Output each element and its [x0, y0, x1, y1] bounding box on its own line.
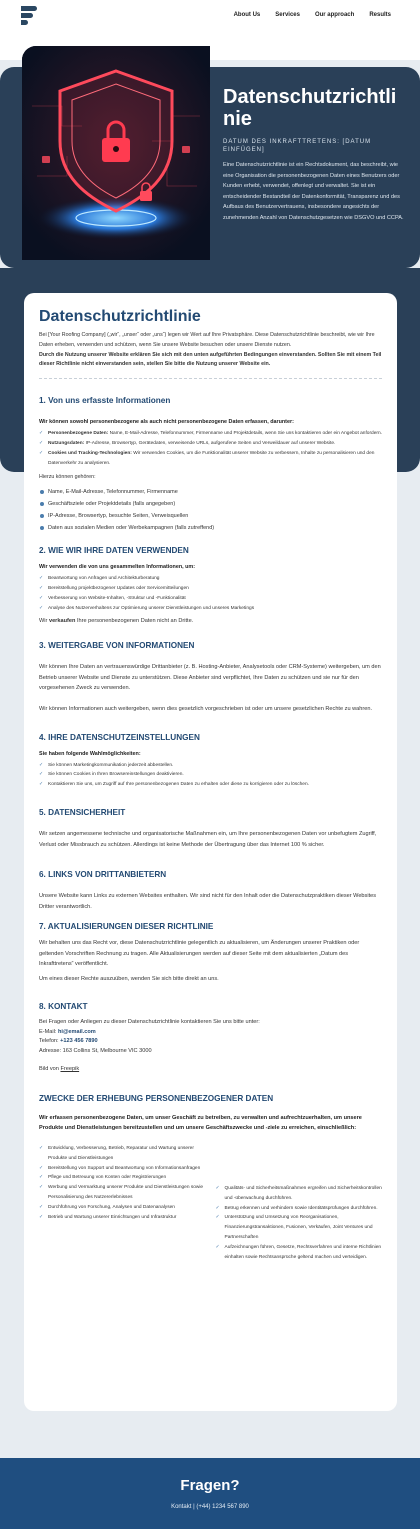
list-item: ✓ Durchführung von Forschung, Analysen und Datenanalysen [39, 1203, 206, 1213]
list-item: ✓ Werbung und Vermarktung unserer Produkte und Dienstleistungen sowie Personalisierung des Nutzererlebnisses [39, 1183, 206, 1203]
list-item: ✓ Bereitstellung von Support und Beantwortung von Informationsanfragen [39, 1164, 206, 1174]
section-1-list [39, 429, 382, 468]
nav-services[interactable]: Services [275, 12, 300, 18]
shield-lock-illustration [22, 46, 210, 260]
section-9-title: ZWECKE DER ERHEBUNG PERSONENBEZOGENER DATEN [39, 1093, 274, 1103]
list-item: ✓ Sie können Marketingkommunikation jederzeit abbestellen. [39, 761, 382, 771]
contact-email: E-Mail: hi@email.com [39, 1028, 96, 1035]
list-item: ✓ Personenbezogene Daten: Name, E-Mail-Adresse, Telefonnummer, Firmenname und Projektdetails, wenn Sie uns kontaktieren oder ein Angebot anfordern. [39, 429, 382, 439]
hero-image [22, 46, 210, 260]
section-4-list [39, 761, 382, 790]
email-link[interactable]: hi@email.com [57, 1028, 96, 1035]
list-item: ✓ Unterstützung und Umsetzung von Reorganisationen, Finanzierungstransaktionen, Fusionen, Verkäufen, Joint Ventures und Partnerschaften [216, 1213, 383, 1242]
hero-title: Datenschutzrichtlinie [223, 86, 397, 130]
footer-contact[interactable]: Kontakt | (+44) 1234 567 890 [171, 1504, 249, 1510]
intro-bold-text: Durch die Nutzung unserer Website erklären Sie sich mit den unten aufgeführten Bedingungen einverstanden. Sollten Sie mit einem Teil dieser Richtlinie nicht einverstanden sein, stellen Sie bitte die Nutzung unserer Website ein. [39, 351, 382, 368]
list-item: ✓ Kontaktieren Sie uns, um Zugriff auf Ihre personenbezogenen Daten zu erhalten oder diese zu korrigieren oder zu löschen. [39, 780, 382, 790]
section-7-title: 7. AKTUALISIERUNGEN DIESER RICHTLINIE [39, 922, 214, 932]
section-6-text: Unsere Website kann Links zu externen Websites enthalten. Wir sind nicht für den Inhalt oder die Datenschutzpraktiken dieser Websites Dritter verantwortlich. [39, 893, 377, 910]
purpose-list-left [39, 1144, 206, 1262]
list-item: ✓ Betrieb und Wartung unserer Einrichtungen und Infrastruktur [39, 1213, 206, 1223]
section-1-data-list [39, 486, 382, 534]
section-3-title: 3. WEITERGABE VON INFORMATIONEN [39, 641, 195, 651]
section-5-text: Wir setzen angemessene technische und organisatorische Maßnahmen ein, um Ihre personenbezogenen Daten vor unbefugtem Zugriff, Verlust oder Missbrauch zu schützen. Allerdings ist keine Methode der Übertragung über das Internet 100 % sicher. [39, 830, 377, 848]
section-8-text: Bei Fragen oder Anliegen zu dieser Datenschutzrichtlinie kontaktieren Sie uns bitte unter: [39, 1018, 260, 1025]
nav-our-approach[interactable]: Our approach [314, 12, 355, 18]
nav-about-us[interactable]: About Us [233, 12, 261, 18]
section-9-sub: Wir erfassen personenbezogene Daten, um unser Geschäft zu betreiben, zu verwalten und aufrechtzuerhalten, um unsere Produkte und Dienstleistungen bereitzustellen und um unsere Geschäftszwecke und -ziele zu erreichen, einschließlich: [39, 1114, 362, 1132]
section-1-hint: Hierzu können gehören: [39, 474, 96, 481]
policy-title: Datenschutzrichtlinie [39, 308, 201, 325]
section-2-list [39, 574, 382, 613]
hero-description: Eine Datenschutzrichtlinie ist ein Rechtsdokument, das beschreibt, wie eine Organisation die personenbezogenen Daten eines Benutzers oder Kunden erhebt, verwendet, offenlegt und verwaltet. Sie ist ein entscheidender Bestandteil der Datenkonformität, Transparenz und des Aufbaus des Benutzervertrauens, insbesondere angesichts der zunehmenden Anzahl von Datenschutzgesetzen wie DSGVO und CCPA. [223, 162, 404, 221]
list-item: ✓ Sie können Cookies in Ihren Browsereinstellungen deaktivieren. [39, 770, 382, 780]
section-9-columns [39, 1144, 382, 1262]
section-2-sub: Wir verwenden die von uns gesammelten Informationen, um: [39, 564, 196, 571]
list-item: ✓ Pflege und Betreuung von Konten oder Registrierungen [39, 1173, 206, 1183]
list-item: ✓ Cookies und Tracking-Technologien: Wir verwenden Cookies, um die Funktionalität unserer Website zu verbessern, Inhalte zu personalisieren und den Datenverkehr zu analysieren. [39, 449, 382, 469]
section-8-title: 8. KONTAKT [39, 1001, 88, 1011]
section-6-title: 6. LINKS VON DRITTANBIETERN [39, 870, 167, 880]
list-item: IP-Adresse, Browsertyp, besuchte Seiten, Verweisquellen [39, 510, 382, 522]
freepik-link[interactable]: Freepik [60, 1066, 80, 1073]
purpose-list-right [216, 1184, 383, 1262]
list-item: ✓ Aufzeichnungen führen, Gesetze, Rechtsverfahren und interne Richtlinien einhalten sowie Rechtsansprüche geltend machen und verteidigen. [216, 1243, 383, 1263]
section-4-sub: Sie haben folgende Wahlmöglichkeiten: [39, 750, 141, 757]
main-nav [219, 12, 391, 18]
divider [39, 378, 382, 379]
footer [0, 1458, 420, 1529]
list-item: ✓ Entwicklung, Verbesserung, Betrieb, Reparatur und Wartung unserer Produkte und Dienstleistungen [39, 1144, 206, 1164]
contact-phone: Telefon: +123 456 7890 [39, 1038, 98, 1045]
list-item: ✓ Betrug erkennen und verhindern sowie Identitätsprüfungen durchführen. [216, 1204, 383, 1214]
section-2-title: 2. WIE WIR IHRE DATEN VERWENDEN [39, 546, 189, 556]
list-item: ✓ Analyse des Nutzerverhaltens zur Optimierung unserer Dienstleistungen und unseres Marketings [39, 604, 382, 614]
list-item: ✓ Nutzungsdaten: IP-Adresse, Browsertyp, Gerätedaten, verweisende URLs, aufgerufene Seiten und Verweildauer auf unserer Website. [39, 439, 382, 449]
intro-text: Bei [Your Roofing Company] („wir“, „unser“ oder „uns“) legen wir Wert auf Ihre Privatsphäre. Diese Datenschutzrichtlinie beschreibt, wie wir Ihre Daten erheben, verwenden und schützen, wenn Sie unsere Website besuchen oder unsere Dienste nutzen. [39, 332, 375, 348]
section-5-title: 5. DATENSICHERHEIT [39, 807, 126, 817]
footer-title: Fragen? [180, 1477, 240, 1494]
section-3-text-2: Wir können Informationen auch weitergeben, wenn dies gesetzlich vorgeschrieben ist oder um unsere gesetzlichen Rechte zu wahren. [39, 705, 373, 712]
section-7-text: Wir behalten uns das Recht vor, diese Datenschutzrichtlinie gelegentlich zu aktualisieren, um Änderungen unserer Praktiken oder geltenden Vorschriften Rechnung zu tragen. Alle Aktualisierungen werden auf dieser Seite mit dem aktualisierten „Datum des Inkrafttretens“ veröffentlicht. [39, 940, 360, 968]
list-item: ✓ Qualitäts- und Sicherheitsmaßnahmen ergreifen und Sicherheitskontrollen und -überwachung durchführen. [216, 1184, 383, 1204]
list-item: ✓ Bereitstellung projektbezogener Updates oder Servicemitteilungen [39, 584, 382, 594]
list-item: Geschäftsziele oder Projektdetails (falls angegeben) [39, 498, 382, 510]
section-1-title: 1. Von uns erfasste Informationen [39, 396, 171, 406]
list-item: ✓ Beantwortung von Anfragen und Architekturberatung [39, 574, 382, 584]
effective-date: DATUM DES INKRAFTTRETENS: [DATUM EINFÜGEN] [223, 139, 372, 153]
hero-text [223, 86, 408, 224]
logo-icon[interactable] [21, 6, 37, 26]
contact-address: Adresse: 163 Collins St, Melbourne VIC 3000 [39, 1048, 152, 1055]
section-4-title: 4. IHRE DATENSCHUTZEINSTELLUNGEN [39, 732, 200, 742]
list-item: Name, E-Mail-Adresse, Telefonnummer, Firmenname [39, 486, 382, 498]
image-credit: Bild von Freepik [39, 1066, 80, 1073]
phone-link[interactable]: +123 456 7890 [60, 1038, 98, 1045]
nav-results[interactable]: Results [369, 12, 391, 18]
section-1-sub: Wir können sowohl personenbezogene als auch nicht personenbezogene Daten erfassen, darunter: [39, 419, 294, 426]
section-3-text: Wir können Ihre Daten an vertrauenswürdige Drittanbieter (z. B. Hosting-Anbieter, Analysetools oder CRM-Systeme) weitergeben, um den Betrieb unserer Website und Dienste zu unterstützen. Diese Anbieter sind verpflichtet, Ihre Daten zu schützen und sie nur für den vorgesehenen Zweck zu verwenden. [39, 664, 381, 692]
list-item: ✓ Verbesserung von Website-Inhalten, -Struktur und -Funktionalität [39, 594, 382, 604]
list-item: Daten aus sozialen Medien oder Werbekampagnen (falls zutreffend) [39, 522, 382, 534]
section-7-text-2: Um eines dieser Rechte auszuüben, wenden Sie sich bitte direkt an uns. [39, 976, 219, 983]
section-2-note: Wir verkaufen Ihre personenbezogenen Daten nicht an Dritte. [39, 618, 194, 625]
policy-card [24, 293, 397, 1411]
